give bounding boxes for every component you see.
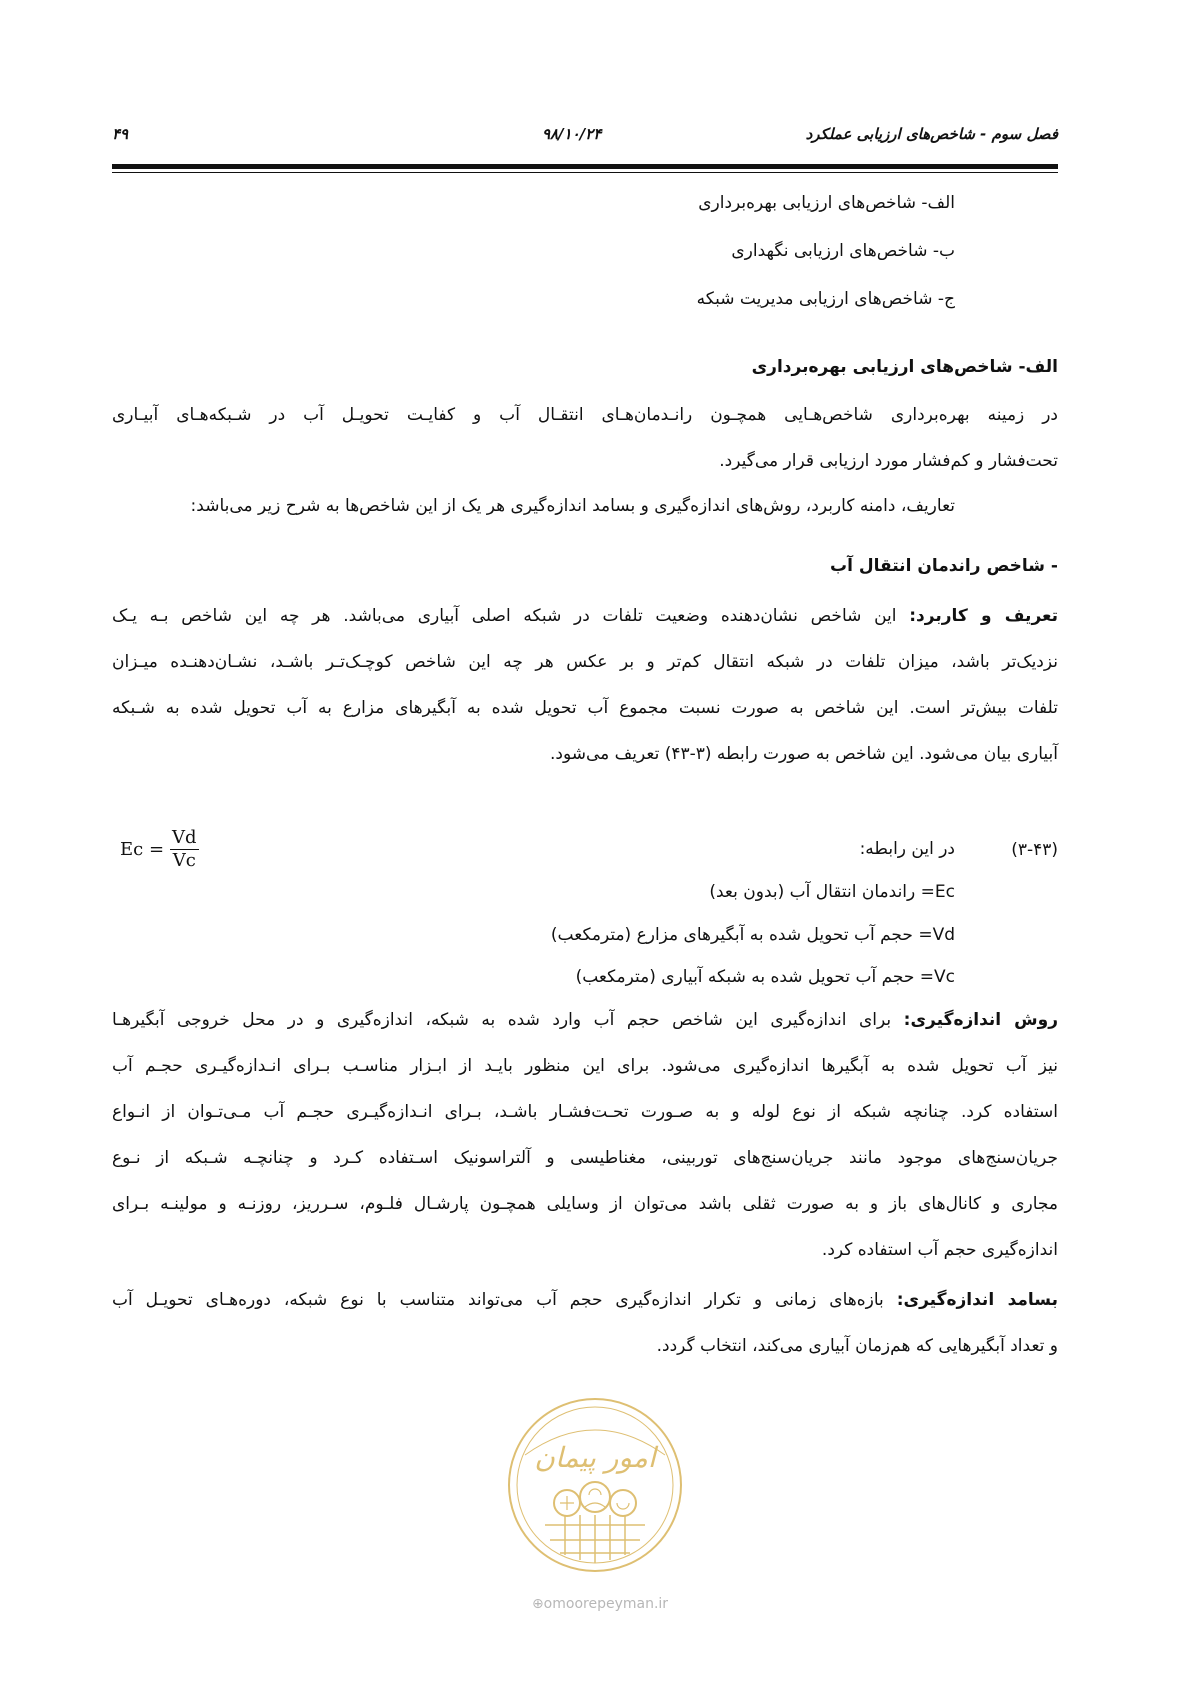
variable-definition: Vc= حجم آب تحویل شده به شبکه آبیاری (مترمکعب): [575, 967, 955, 987]
paragraph-line: [112, 1290, 1058, 1310]
gear-icon: [610, 1490, 636, 1516]
paragraph-line: [112, 606, 1058, 626]
definition-text: این شاخص نشان‌دهنده وضعیت تلفات در شبکه اصلی آبیاری می‌باشد. هر چه این شاخص بـه یـک: [112, 606, 910, 626]
watermark-logo: [505, 1395, 685, 1575]
watermark-grid: [545, 1515, 645, 1563]
person-icon: [580, 1482, 610, 1512]
where-intro: در این رابطه:: [859, 839, 955, 859]
watermark-logo-text: امور پیمان: [534, 1441, 656, 1474]
formula-fraction: [170, 827, 199, 872]
paragraph-line: جریان‌سنج‌های موجود مانند جریان‌سنج‌های توربینی، مغناطیسی و آلتراسونیک اسـتفاده کـرد و چنانچـه شـبکه از نـوع: [112, 1148, 1058, 1168]
paragraph-line: در زمینه بهره‌برداری شاخص‌هـایی همچـون رانـدمان‌هـای انتقـال آب و کفایـت تحویـل آب در شـبکه‌هـای آبیـاری: [112, 405, 1058, 425]
frequency-text: بازه‌های زمانی و تکرار اندازه‌گیری حجم آب می‌تواند متناسب با نوع شبکه، دوره‌هـای تحویـل آب: [112, 1290, 897, 1310]
paragraph-line: و تعداد آبگیرهایی که هم‌زمان آبیاری می‌کند، انتخاب گردد.: [656, 1336, 1058, 1356]
paragraph-line: مجاری و کانال‌های باز و به صورت ثقلی باشد می‌توان از وسایلی همچـون پارشـال فلـوم، سـرریز، روزنـه و مولینـه بـرای: [112, 1194, 1058, 1214]
paragraph-line: آبیاری بیان می‌شود. این شاخص به صورت رابطه (۳-۴۳) تعریف می‌شود.: [549, 744, 1058, 764]
paragraph-line: تحت‌فشار و کم‌فشار مورد ارزیابی قرار می‌گیرد.: [719, 451, 1058, 471]
paragraph-line: نیز آب تحویل شده به آبگیرها اندازه‌گیری می‌شود. برای این منظور بایـد از ابـزار مناسـب بـرای انـدازه‌گیـری حجـم آب: [112, 1056, 1058, 1076]
header-rule-thick: [112, 164, 1058, 169]
section-heading: الف- شاخص‌های ارزیابی بهره‌برداری: [751, 357, 1058, 377]
list-item: ب- شاخص‌های ارزیابی نگهداری: [731, 241, 955, 261]
definition-label: تعریف و کاربرد:: [909, 606, 1058, 626]
frequency-label: بسامد اندازه‌گیری:: [896, 1290, 1058, 1310]
watermark-url-text: omoorepeyman.ir: [543, 1596, 669, 1612]
formula-denominator: Vc: [172, 850, 196, 871]
variable-definition: Ec= راندمان انتقال آب (بدون بعد): [709, 882, 955, 902]
list-item: ج- شاخص‌های ارزیابی مدیریت شبکه: [696, 289, 955, 309]
paragraph-line: اندازه‌گیری حجم آب استفاده کرد.: [821, 1240, 1058, 1260]
equation-number: (۳-۴۳): [1011, 840, 1058, 860]
paragraph-line: تلفات بیش‌تر است. این شاخص به صورت نسبت مجموع آب تحویل شده به آبگیرهای مزارع به آب تحویل شده به شـبکه: [112, 698, 1058, 718]
paragraph-line: استفاده کرد. چنانچه شبکه از نوع لوله و به صـورت تحـت‌فشـار باشـد، بـرای انـدازه‌گیـری حجـم آب مـی‌تـوان از انـواع: [112, 1102, 1058, 1122]
paragraph-line: تعاریف، دامنه کاربرد، روش‌های اندازه‌گیری و بسامد اندازه‌گیری هر یک از این شاخص‌ها به شرح زیر می‌باشد:: [190, 496, 955, 516]
formula-lhs: Ec =: [120, 839, 165, 860]
page-number: ۴۹: [112, 125, 129, 143]
paragraph-line: [112, 1010, 1058, 1030]
list-item: الف- شاخص‌های ارزیابی بهره‌برداری: [698, 193, 955, 213]
formula: [120, 827, 199, 872]
formula-numerator: Vd: [172, 827, 197, 848]
page-header: [112, 125, 1058, 151]
measurement-label: روش اندازه‌گیری:: [903, 1010, 1058, 1030]
globe-icon: ⊕: [531, 1596, 544, 1612]
paragraph-line: نزدیک‌تر باشد، میزان تلفات در شبکه انتقال کم‌تر و بر عکس هر چه این شاخص کوچـک‌تـر باشـد، نشـان‌دهنـده میـزان: [112, 652, 1058, 672]
subsection-heading: - شاخص راندمان انتقال آب: [830, 556, 1058, 576]
measurement-text: برای اندازه‌گیری این شاخص حجم آب وارد شده به شبکه، اندازه‌گیری و در محل خروجی آبگیرهـا: [112, 1010, 904, 1030]
header-rule-thin: [112, 172, 1058, 173]
chapter-title: فصل سوم - شاخص‌های ارزیابی عملکرد: [805, 125, 1058, 143]
variable-definition: Vd= حجم آب تحویل شده به آبگیرهای مزارع (مترمکعب): [550, 925, 955, 945]
header-date: ۹۸/۱۰/۲۴: [542, 125, 602, 143]
watermark-url: [520, 1596, 680, 1612]
